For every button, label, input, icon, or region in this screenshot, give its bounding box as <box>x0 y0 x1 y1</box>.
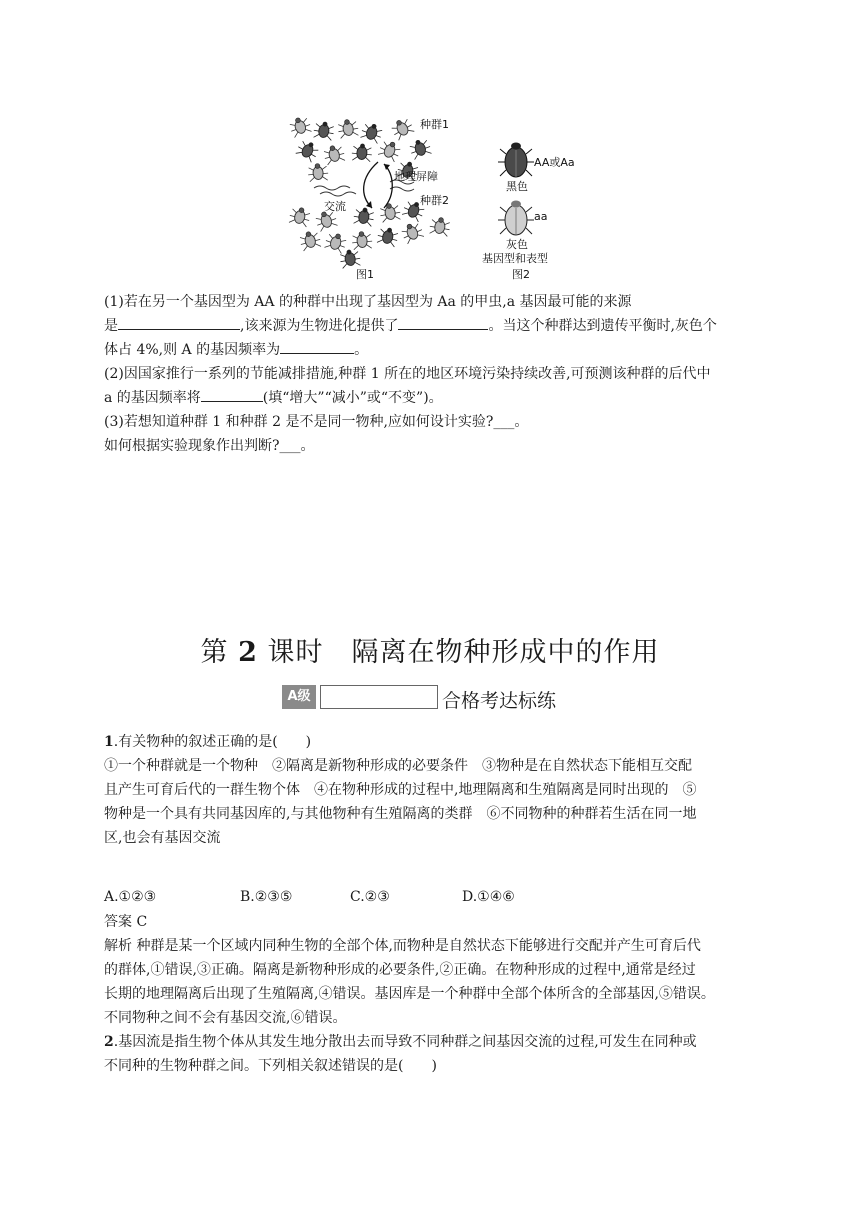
q1-text: 。 <box>354 342 369 358</box>
q1-text: ,该来源为生物进化提供了 <box>240 318 399 334</box>
title-prefix: 第 <box>200 637 229 668</box>
q1-text: 体占 4%,则 A 的基因频率为 <box>104 342 281 358</box>
q1-text: 是 <box>104 318 118 334</box>
population-2-label: 种群2 <box>420 194 449 207</box>
question-1 <box>104 730 696 850</box>
answer-blank[interactable] <box>398 315 488 330</box>
gene-flow-arrow <box>364 162 378 208</box>
question-body-line: 物种是一个具有共同基因库的,与其他物种有生殖隔离的类群 ⑥不同物种的种群若生活在同一地 <box>104 806 697 822</box>
question-body-line: ①一个种群就是一个物种 ②隔离是新物种形成的必要条件 ③物种是在自然状态下能相互交配 <box>104 758 692 774</box>
analysis-line: 的群体,①错误,③正确。隔离是新物种形成的必要条件,②正确。在物种形成的过程中,通常是经过 <box>104 962 696 978</box>
answer-blank[interactable] <box>201 387 263 402</box>
question-body-line: 区,也会有基因交流 <box>104 830 221 846</box>
q3-line-1: (3)若想知道种群 1 和种群 2 是不是同一物种,应如何设计实验?___。 <box>104 414 529 430</box>
figure-1-caption: 图1 <box>356 268 374 281</box>
analysis-line: 不同物种之间不会有基因交流,⑥错误。 <box>104 1010 347 1026</box>
question-stem <box>104 730 696 754</box>
level-box <box>320 685 438 709</box>
q1-line-3 <box>104 338 717 362</box>
gray-phenotype-label: 灰色 <box>506 238 528 251</box>
gene-flow-arrowhead-return <box>384 164 390 170</box>
question-number: 2 <box>104 1034 114 1050</box>
question-stem-text: .有关物种的叙述正确的是( ) <box>113 734 312 750</box>
q1-line-1: (1)若在另一个基因型为 AA 的种群中出现了基因型为 Aa 的甲虫,a 基因最可能的来源 <box>104 294 632 310</box>
q1-text: 。当这个种群达到遗传平衡时,灰色个 <box>488 318 717 334</box>
black-beetle-icon <box>498 143 534 178</box>
question-body-line: 且产生可育后代的一群生物个体 ④在物种形成的过程中,地理隔离和生殖隔离是同时出现的 ⑤ <box>104 782 697 798</box>
analysis-line: 长期的地理隔离后出现了生殖隔离,④错误。基因库是一个种群中全部个体所含的全部基因,⑤错误。 <box>104 986 715 1002</box>
question-stem-text: .基因流是指生物个体从其发生地分散出去而导致不同种群之间基因交流的过程,可发生在同种或 <box>113 1034 697 1050</box>
exchange-label: 交流 <box>324 200 346 213</box>
q2-line-2 <box>104 386 717 410</box>
title-text: 课时 隔离在物种形成中的作用 <box>267 637 660 668</box>
q2-text: (填“增大”“减小”或“不变”)。 <box>262 390 443 406</box>
question-body-line: 不同种的生物种群之间。下列相关叙述错误的是( ) <box>104 1058 437 1074</box>
answer-blank[interactable] <box>280 339 354 354</box>
beetle-figure <box>280 112 600 284</box>
option-a[interactable]: A.①②③ <box>104 889 157 905</box>
lesson-title <box>0 630 860 669</box>
gray-beetle-icon <box>498 201 534 236</box>
option-b[interactable]: B.②③⑤ <box>240 889 293 905</box>
level-badge: A级 <box>282 685 316 709</box>
analysis-line: 解析 种群是某一个区域内同种生物的全部个体,而物种是自然状态下能够进行交配并产生可育后代 <box>104 938 701 954</box>
population-2-beetles <box>288 198 451 268</box>
gray-genotype-label: aa <box>534 210 548 223</box>
figure-2-subtitle: 基因型和表型 <box>482 252 548 265</box>
q2-line-1: (2)因国家推行一系列的节能减排措施,种群 1 所在的地区环境污染持续改善,可预测该种群的后代中 <box>104 366 711 382</box>
black-genotype-label: AA或Aa <box>534 156 575 169</box>
q3-line-2: 如何根据实验现象作出判断?___。 <box>104 438 315 454</box>
level-text: 合格考达标练 <box>442 690 557 712</box>
q2-text: a 的基因频率将 <box>104 390 201 406</box>
title-number: 2 <box>238 637 258 668</box>
previous-questions <box>104 290 717 458</box>
black-phenotype-label: 黑色 <box>506 180 528 193</box>
question-stem <box>104 1030 697 1054</box>
barrier-label: 地理屏障 <box>394 170 438 183</box>
geographic-barrier-mark <box>314 186 356 196</box>
question-number: 1 <box>104 734 114 750</box>
figure-2-caption: 图2 <box>512 268 530 281</box>
gene-flow-arrow-return <box>384 164 392 208</box>
option-c[interactable]: C.②③ <box>350 889 390 905</box>
population-1-label: 种群1 <box>420 118 449 131</box>
answer-line: 答案 C <box>104 914 148 930</box>
answer-blank[interactable] <box>118 315 240 330</box>
question-1-solution <box>104 910 715 1030</box>
q1-line-2 <box>104 314 717 338</box>
question-2 <box>104 1030 697 1078</box>
option-d[interactable]: D.①④⑥ <box>462 889 515 905</box>
